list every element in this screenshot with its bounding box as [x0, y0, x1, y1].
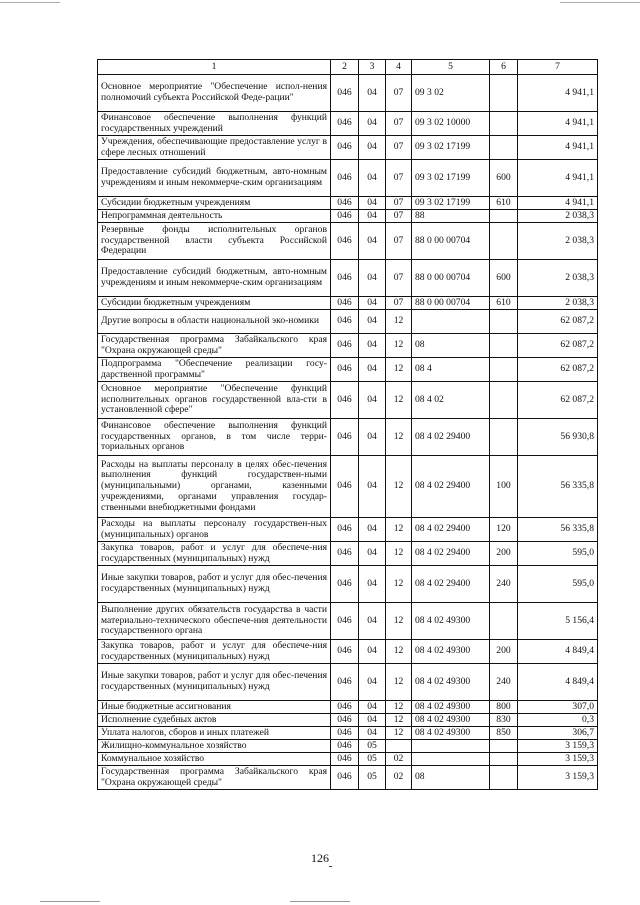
- cell-amount: 62 087,2: [518, 382, 598, 419]
- cell-expense-type: [490, 753, 518, 766]
- cell-expense-type: [490, 766, 518, 790]
- cell-amount: 2 038,3: [518, 223, 598, 260]
- cell-expense-type: [490, 112, 518, 136]
- cell-name: Расходы на выплаты персоналу государствен-ных (муниципальных) органов: [98, 518, 331, 542]
- cell-amount: 56 335,8: [518, 456, 598, 518]
- cell-admin-code: 046: [331, 740, 359, 753]
- table-row: [98, 334, 598, 358]
- cell-subsection: 07: [386, 136, 412, 160]
- cell-expense-type: 610: [490, 297, 518, 310]
- cell-amount: 4 941,1: [518, 75, 598, 112]
- table-row: [98, 210, 598, 223]
- cell-expense-type: 830: [490, 714, 518, 727]
- cell-amount: 307,0: [518, 701, 598, 714]
- cell-name: Жилищно-коммунальное хозяйство: [98, 740, 331, 753]
- table-header-row: [98, 60, 598, 75]
- cell-section: 04: [359, 210, 386, 223]
- header-col-5: 5: [412, 60, 490, 75]
- cell-admin-code: 046: [331, 714, 359, 727]
- scan-speck: [329, 866, 332, 867]
- cell-expense-type: [490, 136, 518, 160]
- cell-subsection: 12: [386, 358, 412, 382]
- table-row: [98, 542, 598, 566]
- cell-admin-code: 046: [331, 542, 359, 566]
- cell-admin-code: 046: [331, 640, 359, 664]
- cell-expense-type: 120: [490, 518, 518, 542]
- cell-target-article: 09 3 02 17199: [412, 160, 490, 197]
- cell-amount: 4 941,1: [518, 160, 598, 197]
- cell-target-article: 08 4 02 29400: [412, 566, 490, 603]
- cell-admin-code: 046: [331, 112, 359, 136]
- cell-target-article: 09 3 02 10000: [412, 112, 490, 136]
- table-row: [98, 518, 598, 542]
- cell-subsection: 07: [386, 210, 412, 223]
- cell-expense-type: [490, 334, 518, 358]
- cell-subsection: 07: [386, 223, 412, 260]
- cell-target-article: 88: [412, 210, 490, 223]
- cell-target-article: 08: [412, 766, 490, 790]
- cell-section: 04: [359, 382, 386, 419]
- cell-name: Непрограммная деятельность: [98, 210, 331, 223]
- cell-admin-code: 046: [331, 566, 359, 603]
- table-row: [98, 197, 598, 210]
- table-row: [98, 664, 598, 701]
- cell-target-article: 88 0 00 00704: [412, 297, 490, 310]
- cell-expense-type: [490, 740, 518, 753]
- table-row: [98, 740, 598, 753]
- cell-target-article: 88 0 00 00704: [412, 260, 490, 297]
- cell-amount: 2 038,3: [518, 210, 598, 223]
- cell-name: Основное мероприятие "Обеспечение функций исполнительных органов государственной вла-сти в установленной сфере": [98, 382, 331, 419]
- cell-subsection: 12: [386, 419, 412, 456]
- cell-section: 04: [359, 75, 386, 112]
- cell-section: 04: [359, 640, 386, 664]
- table-row: [98, 753, 598, 766]
- cell-subsection: 07: [386, 160, 412, 197]
- cell-subsection: 12: [386, 334, 412, 358]
- header-col-2: 2: [331, 60, 359, 75]
- page-number: 126: [311, 851, 329, 865]
- cell-admin-code: 046: [331, 766, 359, 790]
- cell-name: Финансовое обеспечение выполнения функций государственных учреждений: [98, 112, 331, 136]
- cell-target-article: 08 4: [412, 358, 490, 382]
- cell-section: 04: [359, 334, 386, 358]
- cell-target-article: 08 4 02 29400: [412, 518, 490, 542]
- cell-amount: 3 159,3: [518, 753, 598, 766]
- cell-subsection: 07: [386, 75, 412, 112]
- cell-subsection: 07: [386, 112, 412, 136]
- cell-admin-code: 046: [331, 297, 359, 310]
- cell-name: Подпрограмма "Обеспечение реализации госу-дарственной программы": [98, 358, 331, 382]
- cell-section: 04: [359, 419, 386, 456]
- table-row: [98, 136, 598, 160]
- cell-expense-type: [490, 223, 518, 260]
- header-col-4: 4: [386, 60, 412, 75]
- cell-admin-code: 046: [331, 160, 359, 197]
- cell-admin-code: 046: [331, 382, 359, 419]
- cell-name: Закупка товаров, работ и услуг для обеспече-ния государственных (муниципальных) нужд: [98, 542, 331, 566]
- cell-name: Предоставление субсидий бюджетным, авто-номным учреждениям и иным некоммерче-ским организациям: [98, 260, 331, 297]
- cell-subsection: 02: [386, 753, 412, 766]
- cell-target-article: 09 3 02: [412, 75, 490, 112]
- cell-target-article: [412, 740, 490, 753]
- cell-section: 04: [359, 603, 386, 640]
- table-row: [98, 160, 598, 197]
- cell-expense-type: 850: [490, 727, 518, 740]
- cell-section: 05: [359, 766, 386, 790]
- cell-amount: 62 087,2: [518, 334, 598, 358]
- cell-admin-code: 046: [331, 753, 359, 766]
- table-row: [98, 566, 598, 603]
- cell-admin-code: 046: [331, 603, 359, 640]
- cell-section: 04: [359, 297, 386, 310]
- header-col-3: 3: [359, 60, 386, 75]
- cell-name: Субсидии бюджетным учреждениям: [98, 197, 331, 210]
- cell-subsection: [386, 740, 412, 753]
- table-row: [98, 419, 598, 456]
- cell-name: Расходы на выплаты персоналу в целях обес-печения выполнения функций государствен-ными (муниципальными) органами, казенными учреждениями, органами управления государ-ственными внебюджетными фондами: [98, 456, 331, 518]
- cell-section: 04: [359, 566, 386, 603]
- cell-section: 04: [359, 727, 386, 740]
- cell-admin-code: 046: [331, 701, 359, 714]
- cell-admin-code: 046: [331, 310, 359, 334]
- budget-table-body: [98, 75, 598, 790]
- cell-admin-code: 046: [331, 518, 359, 542]
- cell-admin-code: 046: [331, 210, 359, 223]
- cell-section: 04: [359, 664, 386, 701]
- cell-section: 05: [359, 753, 386, 766]
- table-row: [98, 297, 598, 310]
- cell-target-article: 08: [412, 334, 490, 358]
- cell-admin-code: 046: [331, 664, 359, 701]
- cell-name: Иные бюджетные ассигнования: [98, 701, 331, 714]
- cell-subsection: 12: [386, 640, 412, 664]
- cell-expense-type: [490, 310, 518, 334]
- cell-target-article: 09 3 02 17199: [412, 197, 490, 210]
- scan-edge-mark-bottom-left: [40, 901, 100, 902]
- cell-name: Государственная программа Забайкальского края "Охрана окружающей среды": [98, 766, 331, 790]
- cell-subsection: 12: [386, 456, 412, 518]
- cell-expense-type: [490, 603, 518, 640]
- scan-edge-mark-bottom-center: [290, 901, 350, 902]
- cell-target-article: 08 4 02 49300: [412, 640, 490, 664]
- table-row: [98, 310, 598, 334]
- cell-expense-type: 600: [490, 160, 518, 197]
- cell-section: 05: [359, 740, 386, 753]
- cell-amount: 2 038,3: [518, 260, 598, 297]
- cell-subsection: 12: [386, 382, 412, 419]
- cell-section: 04: [359, 358, 386, 382]
- cell-name: Исполнение судебных актов: [98, 714, 331, 727]
- cell-section: 04: [359, 223, 386, 260]
- cell-expense-type: 800: [490, 701, 518, 714]
- cell-amount: 3 159,3: [518, 740, 598, 753]
- table-row: [98, 727, 598, 740]
- cell-target-article: 09 3 02 17199: [412, 136, 490, 160]
- cell-subsection: 12: [386, 714, 412, 727]
- table-row: [98, 112, 598, 136]
- cell-amount: 5 156,4: [518, 603, 598, 640]
- cell-subsection: 02: [386, 766, 412, 790]
- table-row: [98, 223, 598, 260]
- table-row: [98, 456, 598, 518]
- cell-admin-code: 046: [331, 456, 359, 518]
- cell-subsection: 12: [386, 566, 412, 603]
- table-row: [98, 358, 598, 382]
- cell-subsection: 07: [386, 197, 412, 210]
- cell-expense-type: 610: [490, 197, 518, 210]
- cell-admin-code: 046: [331, 727, 359, 740]
- cell-name: Резервные фонды исполнительных органов государственной власти субъекта Российской Федерации: [98, 223, 331, 260]
- cell-amount: 4 941,1: [518, 197, 598, 210]
- cell-name: Финансовое обеспечение выполнения функций государственных органов, в том числе терри-ториальных органов: [98, 419, 331, 456]
- cell-admin-code: 046: [331, 223, 359, 260]
- budget-table: [97, 59, 598, 790]
- cell-section: 04: [359, 136, 386, 160]
- cell-subsection: 07: [386, 297, 412, 310]
- cell-target-article: 08 4 02 49300: [412, 701, 490, 714]
- cell-target-article: 08 4 02: [412, 382, 490, 419]
- cell-amount: 4 849,4: [518, 664, 598, 701]
- cell-subsection: 12: [386, 542, 412, 566]
- cell-subsection: 12: [386, 664, 412, 701]
- cell-subsection: 12: [386, 727, 412, 740]
- cell-name: Основное мероприятие "Обеспечение испол-нения полномочий субъекта Российской Феде-рации": [98, 75, 331, 112]
- cell-section: 04: [359, 518, 386, 542]
- table-row: [98, 766, 598, 790]
- cell-admin-code: 046: [331, 419, 359, 456]
- scan-edge-mark-top-left: [0, 2, 60, 3]
- cell-name: Государственная программа Забайкальского края "Охрана окружающей среды": [98, 334, 331, 358]
- cell-expense-type: 240: [490, 664, 518, 701]
- cell-amount: 3 159,3: [518, 766, 598, 790]
- cell-name: Другие вопросы в области национальной эко-номики: [98, 310, 331, 334]
- table-row: [98, 75, 598, 112]
- cell-subsection: 12: [386, 518, 412, 542]
- cell-amount: 306,7: [518, 727, 598, 740]
- cell-admin-code: 046: [331, 260, 359, 297]
- cell-expense-type: [490, 358, 518, 382]
- header-col-6: 6: [490, 60, 518, 75]
- cell-amount: 56 930,8: [518, 419, 598, 456]
- header-col-7: 7: [518, 60, 598, 75]
- cell-amount: 595,0: [518, 542, 598, 566]
- cell-amount: 2 038,3: [518, 297, 598, 310]
- table-row: [98, 260, 598, 297]
- header-col-1: 1: [98, 60, 331, 75]
- cell-section: 04: [359, 310, 386, 334]
- scan-edge-mark-top-right: [560, 2, 640, 3]
- cell-section: 04: [359, 542, 386, 566]
- cell-target-article: 08 4 02 49300: [412, 664, 490, 701]
- cell-amount: 56 335,8: [518, 518, 598, 542]
- cell-expense-type: [490, 382, 518, 419]
- cell-target-article: 08 4 02 49300: [412, 714, 490, 727]
- cell-section: 04: [359, 112, 386, 136]
- cell-name: Учреждения, обеспечивающие предоставление услуг в сфере лесных отношений: [98, 136, 331, 160]
- cell-amount: 4 941,1: [518, 136, 598, 160]
- cell-admin-code: 046: [331, 136, 359, 160]
- cell-admin-code: 046: [331, 358, 359, 382]
- cell-expense-type: 240: [490, 566, 518, 603]
- cell-target-article: 08 4 02 49300: [412, 727, 490, 740]
- cell-name: Коммунальное хозяйство: [98, 753, 331, 766]
- cell-section: 04: [359, 701, 386, 714]
- cell-amount: 4 941,1: [518, 112, 598, 136]
- cell-section: 04: [359, 197, 386, 210]
- cell-section: 04: [359, 456, 386, 518]
- table-row: [98, 382, 598, 419]
- table-row: [98, 640, 598, 664]
- cell-section: 04: [359, 160, 386, 197]
- cell-name: Уплата налогов, сборов и иных платежей: [98, 727, 331, 740]
- cell-amount: 62 087,2: [518, 310, 598, 334]
- cell-expense-type: [490, 419, 518, 456]
- cell-name: Выполнение других обязательств государства в части материально-технического обеспече-ния деятельности государственного органа: [98, 603, 331, 640]
- cell-admin-code: 046: [331, 334, 359, 358]
- cell-admin-code: 046: [331, 197, 359, 210]
- cell-section: 04: [359, 260, 386, 297]
- cell-amount: 62 087,2: [518, 358, 598, 382]
- cell-target-article: 08 4 02 29400: [412, 542, 490, 566]
- cell-subsection: 12: [386, 603, 412, 640]
- cell-expense-type: 200: [490, 542, 518, 566]
- cell-target-article: 08 4 02 29400: [412, 419, 490, 456]
- cell-section: 04: [359, 714, 386, 727]
- cell-name: Иные закупки товаров, работ и услуг для обес-печения государственных (муниципальных) нужд: [98, 566, 331, 603]
- cell-admin-code: 046: [331, 75, 359, 112]
- cell-subsection: 12: [386, 701, 412, 714]
- cell-target-article: [412, 310, 490, 334]
- cell-target-article: 88 0 00 00704: [412, 223, 490, 260]
- cell-expense-type: [490, 210, 518, 223]
- cell-name: Предоставление субсидий бюджетным, авто-номным учреждениям и иным некоммерче-ским организациям: [98, 160, 331, 197]
- cell-name: Закупка товаров, работ и услуг для обеспече-ния государственных (муниципальных) нужд: [98, 640, 331, 664]
- cell-target-article: [412, 753, 490, 766]
- cell-name: Иные закупки товаров, работ и услуг для обес-печения государственных (муниципальных) нужд: [98, 664, 331, 701]
- cell-subsection: 12: [386, 310, 412, 334]
- cell-amount: 4 849,4: [518, 640, 598, 664]
- cell-amount: 0,3: [518, 714, 598, 727]
- cell-subsection: 07: [386, 260, 412, 297]
- cell-target-article: 08 4 02 49300: [412, 603, 490, 640]
- cell-target-article: 08 4 02 29400: [412, 456, 490, 518]
- cell-expense-type: 100: [490, 456, 518, 518]
- cell-expense-type: [490, 75, 518, 112]
- cell-amount: 595,0: [518, 566, 598, 603]
- table-row: [98, 714, 598, 727]
- table-row: [98, 603, 598, 640]
- cell-name: Субсидии бюджетным учреждениям: [98, 297, 331, 310]
- cell-expense-type: 200: [490, 640, 518, 664]
- table-row: [98, 701, 598, 714]
- cell-expense-type: 600: [490, 260, 518, 297]
